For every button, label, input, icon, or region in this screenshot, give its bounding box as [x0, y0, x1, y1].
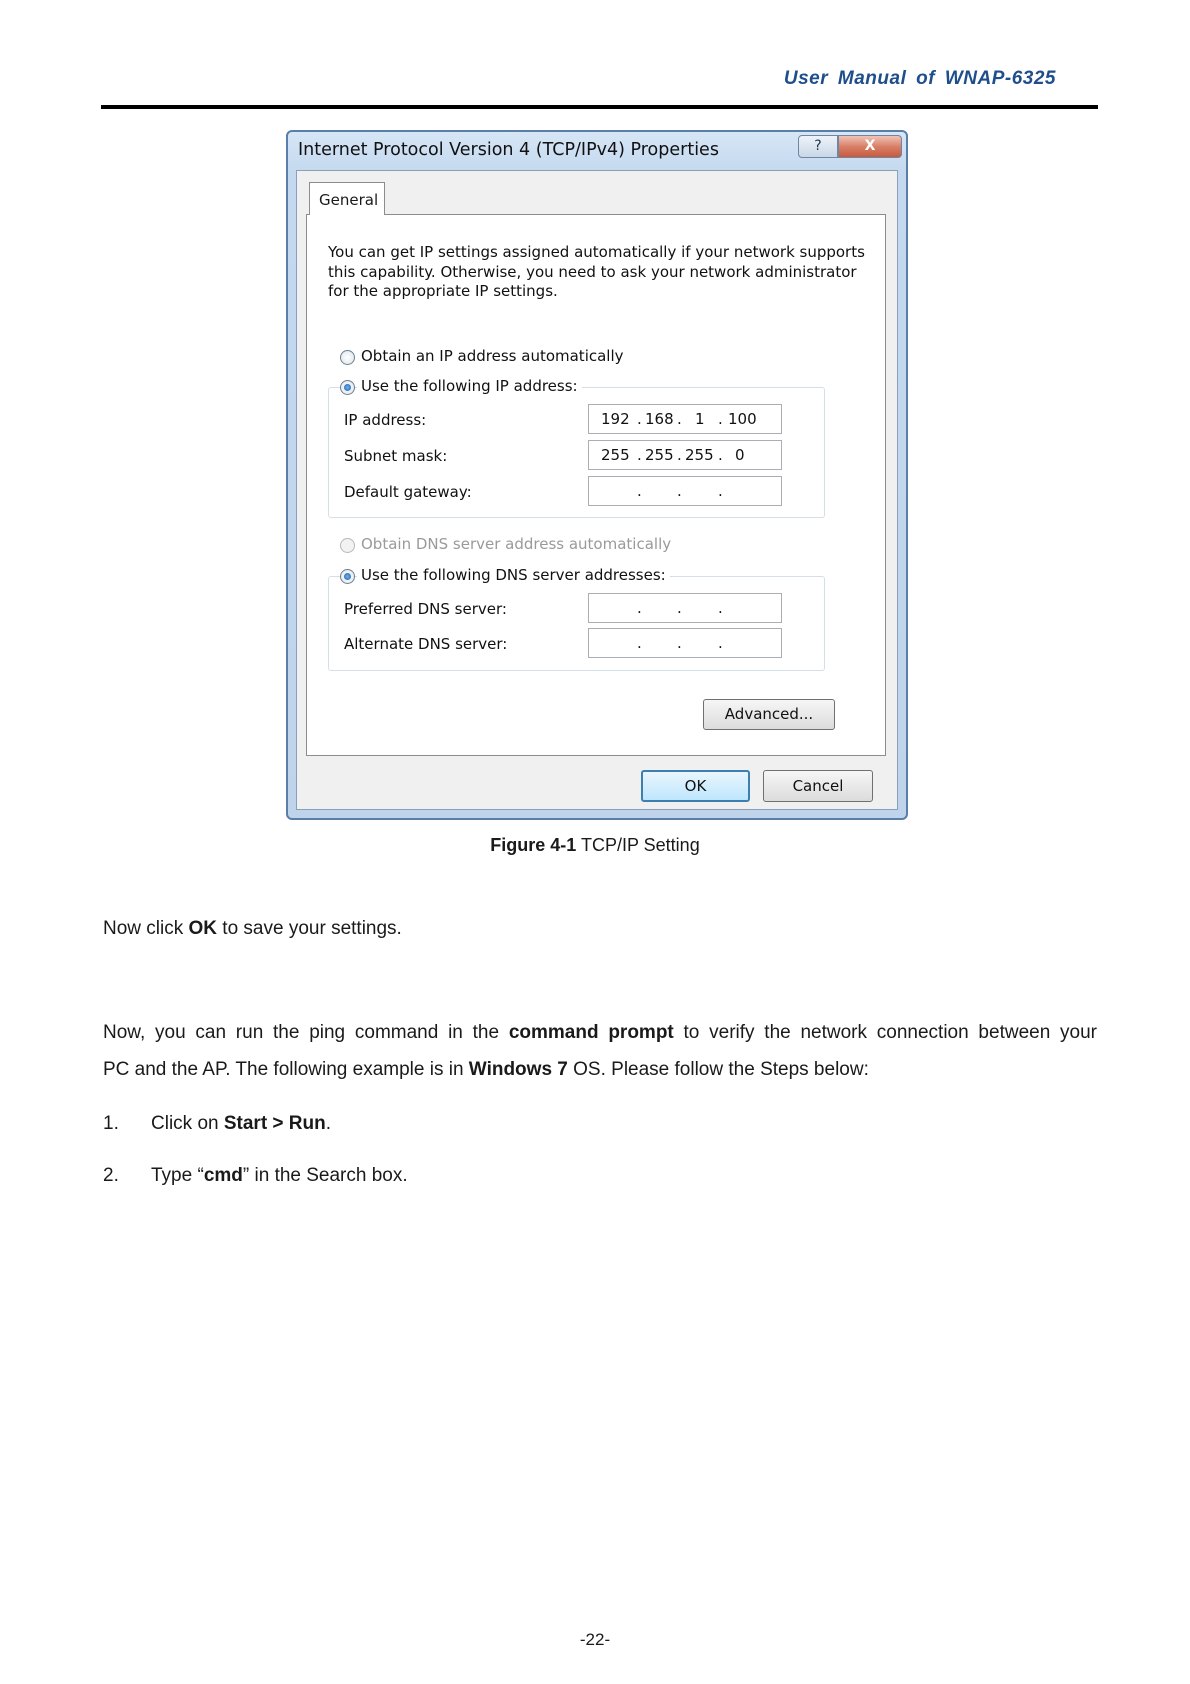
paragraph-ping-line-1: Now, you can run the ping command in the command prompt to verify the network connection between your: [103, 1022, 1097, 1043]
document-header: User Manual of WNAP-6325: [783, 68, 1056, 89]
close-icon[interactable]: X: [838, 135, 902, 158]
page-number: -22-: [579, 1630, 611, 1649]
subnet-octet-3: 255: [685, 446, 714, 464]
use-ip-label: Use the following IP address:: [357, 377, 582, 395]
subnet-octet-2: 255: [645, 446, 674, 464]
tcpip-properties-dialog: [286, 130, 908, 820]
obtain-ip-label: Obtain an IP address automatically: [361, 347, 624, 365]
tab-general[interactable]: General: [309, 182, 385, 215]
cancel-button[interactable]: Cancel: [763, 770, 873, 802]
default-gateway-label: Default gateway:: [344, 483, 472, 501]
use-ip-radio[interactable]: [340, 380, 355, 395]
dialog-client: [296, 170, 898, 810]
use-dns-label: Use the following DNS server addresses:: [357, 566, 670, 584]
default-gateway-field[interactable]: . . .: [588, 476, 782, 506]
paragraph-ping-line-2: PC and the AP. The following example is in Windows 7 OS. Please follow the Steps below:: [103, 1059, 869, 1080]
help-icon[interactable]: ?: [798, 135, 838, 158]
subnet-mask-field[interactable]: 255 . 255 . 255 . 0: [588, 440, 782, 470]
preferred-dns-field[interactable]: . . .: [588, 593, 782, 623]
ip-octet-2: 168: [645, 410, 674, 428]
use-dns-radio[interactable]: [340, 569, 355, 584]
obtain-dns-label: Obtain DNS server address automatically: [361, 535, 672, 553]
ip-address-label: IP address:: [344, 411, 427, 429]
header-rule: [101, 105, 1098, 109]
obtain-ip-radio[interactable]: [340, 350, 355, 365]
step-1-number: 1.: [103, 1113, 119, 1134]
alternate-dns-field[interactable]: . . .: [588, 628, 782, 658]
paragraph-save-settings: Now click OK to save your settings.: [103, 918, 402, 939]
ok-button[interactable]: OK: [641, 770, 750, 802]
obtain-dns-radio[interactable]: [340, 538, 355, 553]
figure-label: Figure 4-1: [490, 835, 577, 855]
step-1: Click on Start > Run.: [151, 1113, 332, 1134]
subnet-mask-label: Subnet mask:: [344, 447, 448, 465]
alternate-dns-label: Alternate DNS server:: [344, 635, 508, 653]
step-2-number: 2.: [103, 1165, 119, 1186]
step-2: Type “cmd” in the Search box.: [151, 1165, 408, 1186]
ip-octet-1: 192: [601, 410, 630, 428]
preferred-dns-label: Preferred DNS server:: [344, 600, 507, 618]
ip-address-field[interactable]: 192 . 168 . 1 . 100: [588, 404, 782, 434]
dialog-description: You can get IP settings assigned automatically if your network supports this capability. Otherwise, you need to ask your network administrator for the appropriate IP settings.: [328, 243, 865, 300]
ip-octet-3: 1: [695, 410, 705, 428]
dialog-title: Internet Protocol Version 4 (TCP/IPv4) Properties: [298, 140, 719, 160]
figure-caption: [0, 835, 1190, 856]
ip-octet-4: 100: [728, 410, 757, 428]
subnet-octet-4: 0: [735, 446, 745, 464]
subnet-octet-1: 255: [601, 446, 630, 464]
advanced-button[interactable]: Advanced...: [703, 699, 835, 730]
general-panel: [306, 214, 886, 756]
figure-caption-text: TCP/IP Setting: [580, 835, 700, 855]
